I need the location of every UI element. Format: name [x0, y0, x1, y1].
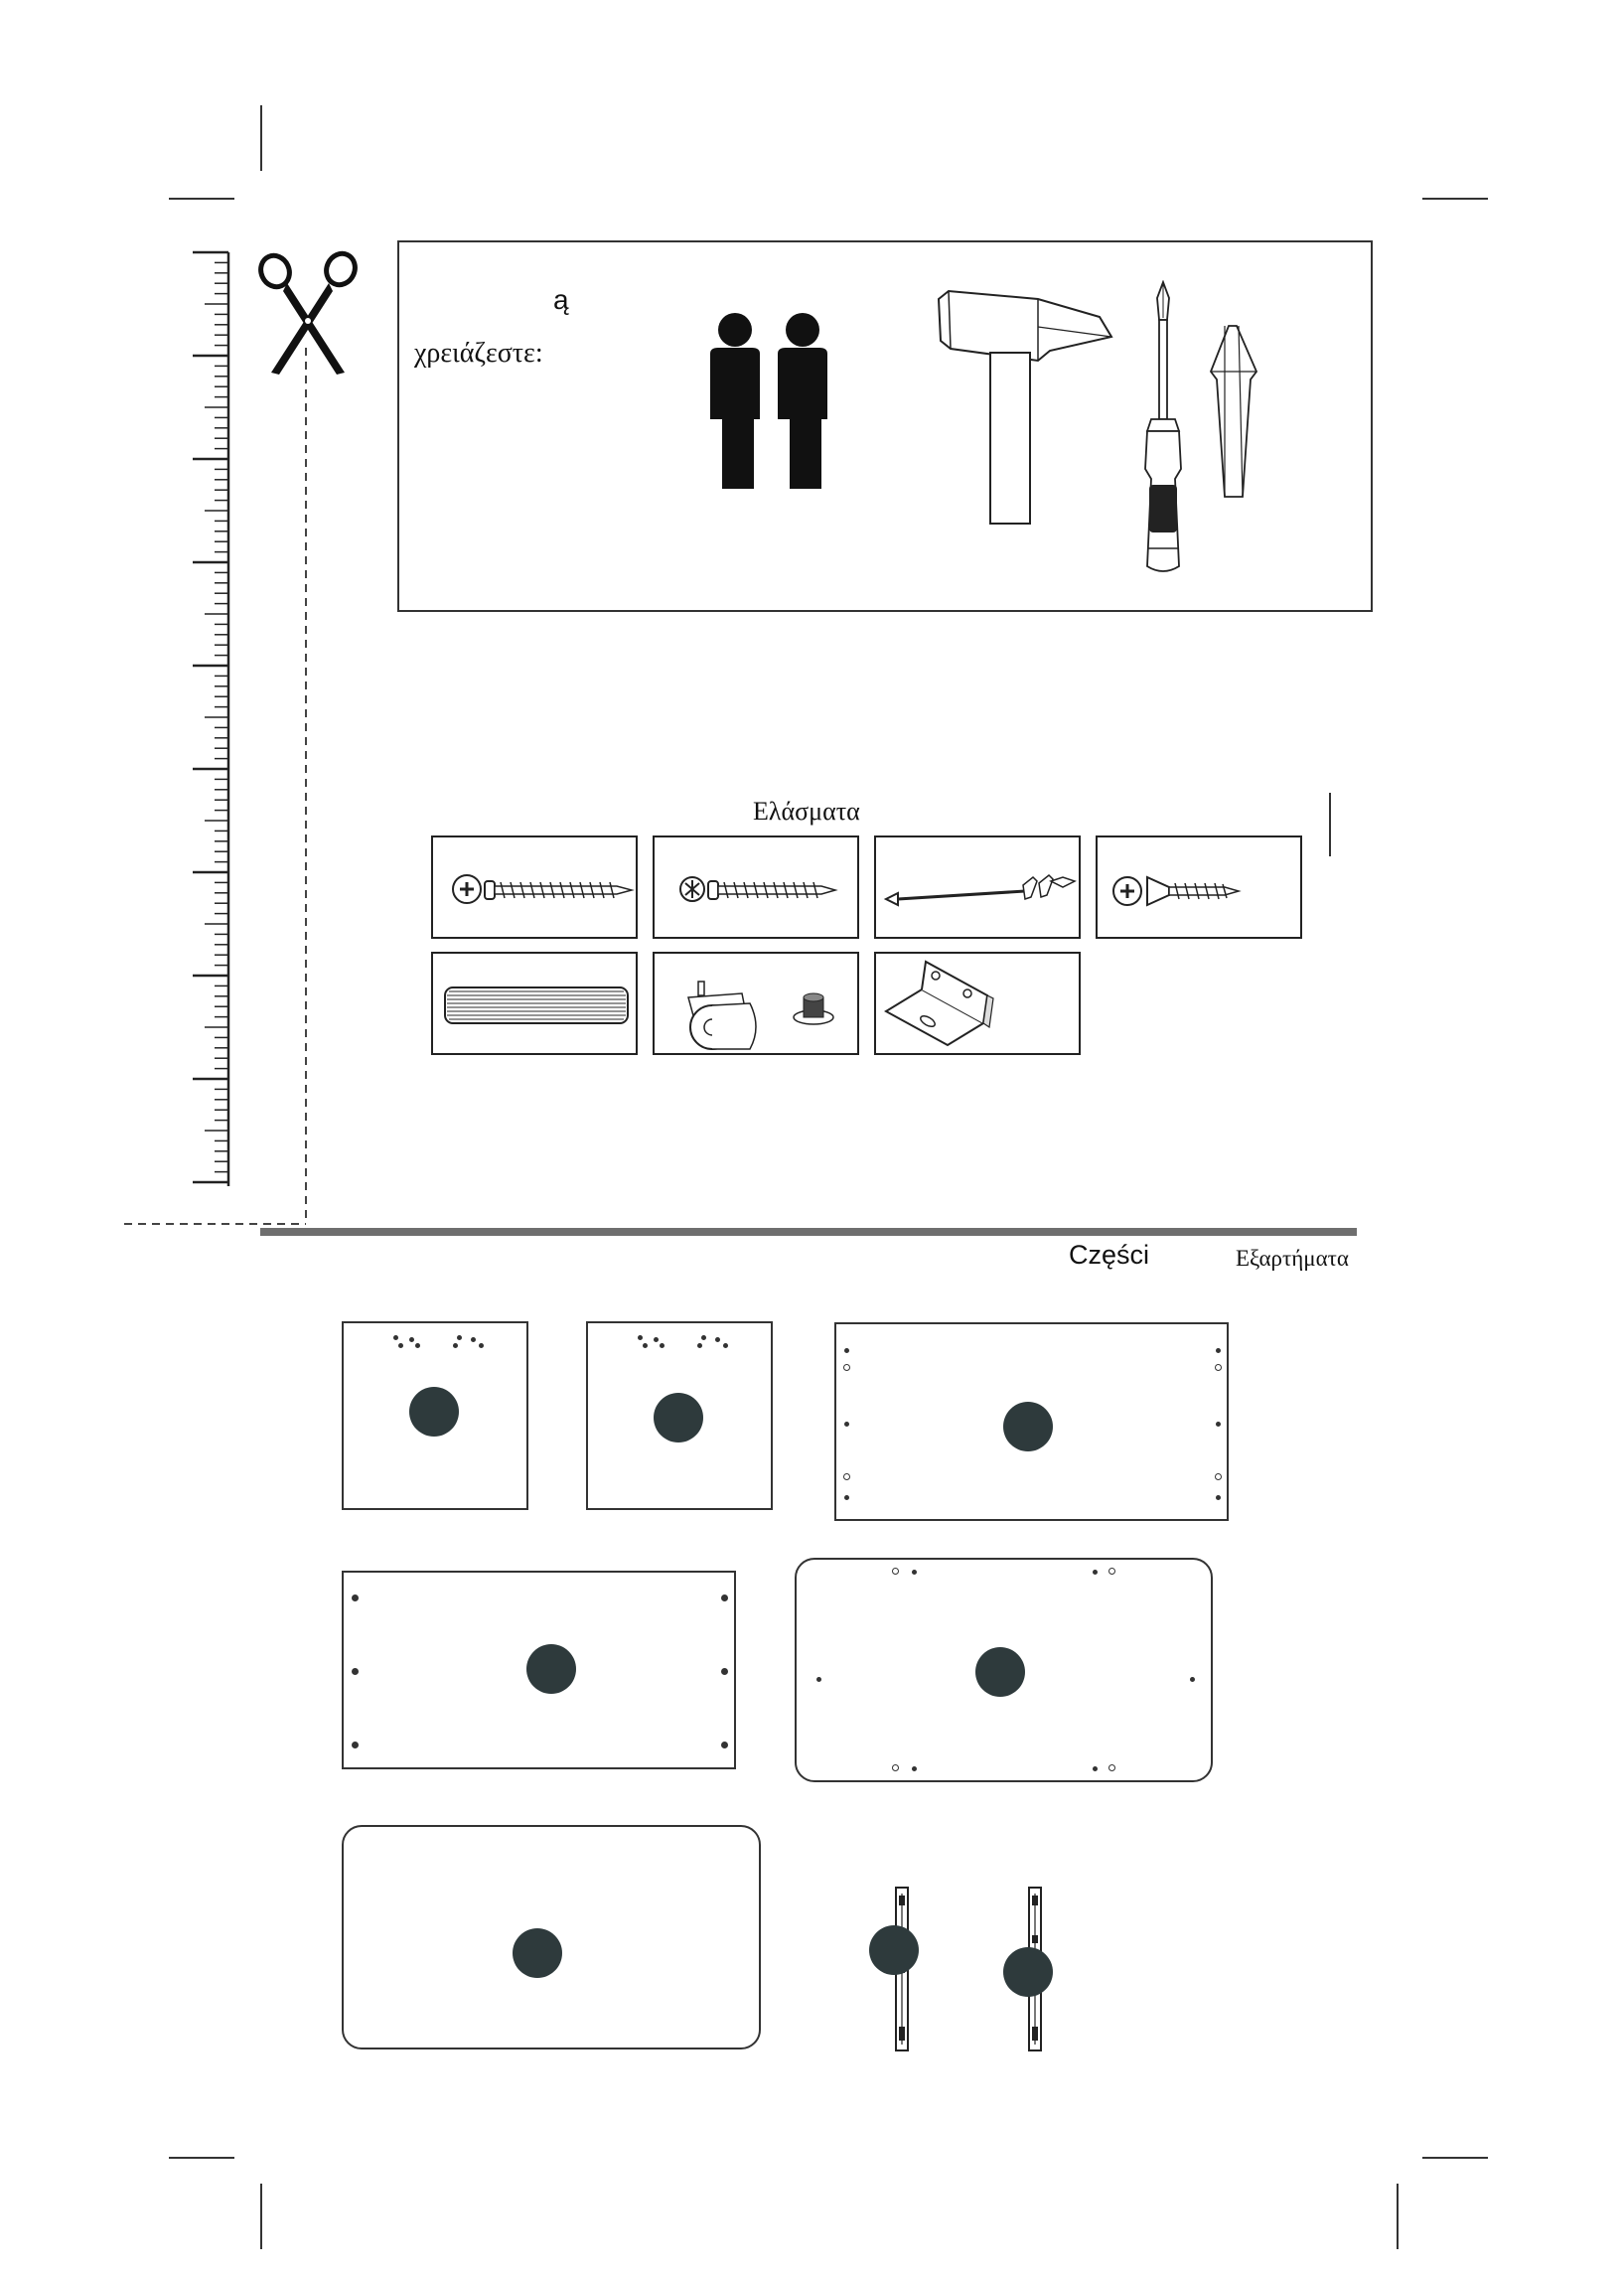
- wooden-dowel-icon: [433, 954, 640, 1057]
- crop-mark-bottom-left-vertical: [260, 2184, 262, 2249]
- tools-required-box: [397, 240, 1373, 612]
- hardware-item-angle-bracket: [874, 952, 1081, 1055]
- hardware-title: Ελάσματα: [753, 797, 860, 826]
- crop-mark-top-left-vertical: [260, 105, 262, 171]
- section-divider: [260, 1228, 1357, 1236]
- part-marker: [869, 1925, 919, 1975]
- panel-desktop-rounded: [342, 1825, 761, 2049]
- crop-mark-bottom-right-vertical: [1397, 2184, 1399, 2249]
- part-marker: [1003, 1947, 1053, 1997]
- cam-bolt-icon: [876, 837, 1083, 941]
- hardware-item-pan-head-screw: [653, 835, 859, 939]
- panel-top-rounded: [795, 1558, 1213, 1782]
- parts-label-greek: Εξαρτήματα: [1236, 1246, 1349, 1271]
- phillips-screwdriver-icon: [1129, 280, 1199, 578]
- part-marker: [513, 1928, 562, 1978]
- hardware-item-countersunk-screw: [1096, 835, 1302, 939]
- countersunk-screw-icon: [1098, 837, 1304, 941]
- crop-mark-bottom-left-horizontal: [169, 2157, 234, 2159]
- long-pan-head-screw-icon: [433, 837, 640, 941]
- crop-mark-top-left-horizontal: [169, 198, 234, 200]
- panel-back: [834, 1322, 1229, 1521]
- hardware-item-cam-bolt: [874, 835, 1081, 939]
- caster-wheel-icon: [655, 954, 861, 1057]
- crop-mark-top-right-horizontal: [1422, 198, 1488, 200]
- hammer-icon: [931, 287, 1129, 526]
- two-people-icon: [702, 312, 841, 491]
- tools-required-label: χρειάζεστε:: [414, 338, 543, 369]
- flat-screwdriver-icon: [1199, 322, 1268, 501]
- part-marker: [1003, 1402, 1053, 1451]
- hardware-item-long-pan-head-screw: [431, 835, 638, 939]
- part-marker: [409, 1387, 459, 1437]
- pan-head-screw-icon: [655, 837, 861, 941]
- part-marker: [654, 1393, 703, 1442]
- panel-bottom-shelf: [342, 1571, 736, 1769]
- panel-side-left: [342, 1321, 528, 1510]
- cut-line: [124, 348, 313, 1232]
- section-marker-line: [1329, 793, 1331, 856]
- part-marker: [975, 1647, 1025, 1697]
- angle-bracket-icon: [876, 954, 1083, 1057]
- hardware-item-wooden-dowel: [431, 952, 638, 1055]
- tools-fragment-label: ą: [553, 284, 569, 315]
- crop-mark-bottom-right-horizontal: [1422, 2157, 1488, 2159]
- hardware-item-caster-wheel: [653, 952, 859, 1055]
- panel-side-right: [586, 1321, 773, 1510]
- parts-label-polish: Części: [1069, 1240, 1150, 1270]
- part-marker: [526, 1644, 576, 1694]
